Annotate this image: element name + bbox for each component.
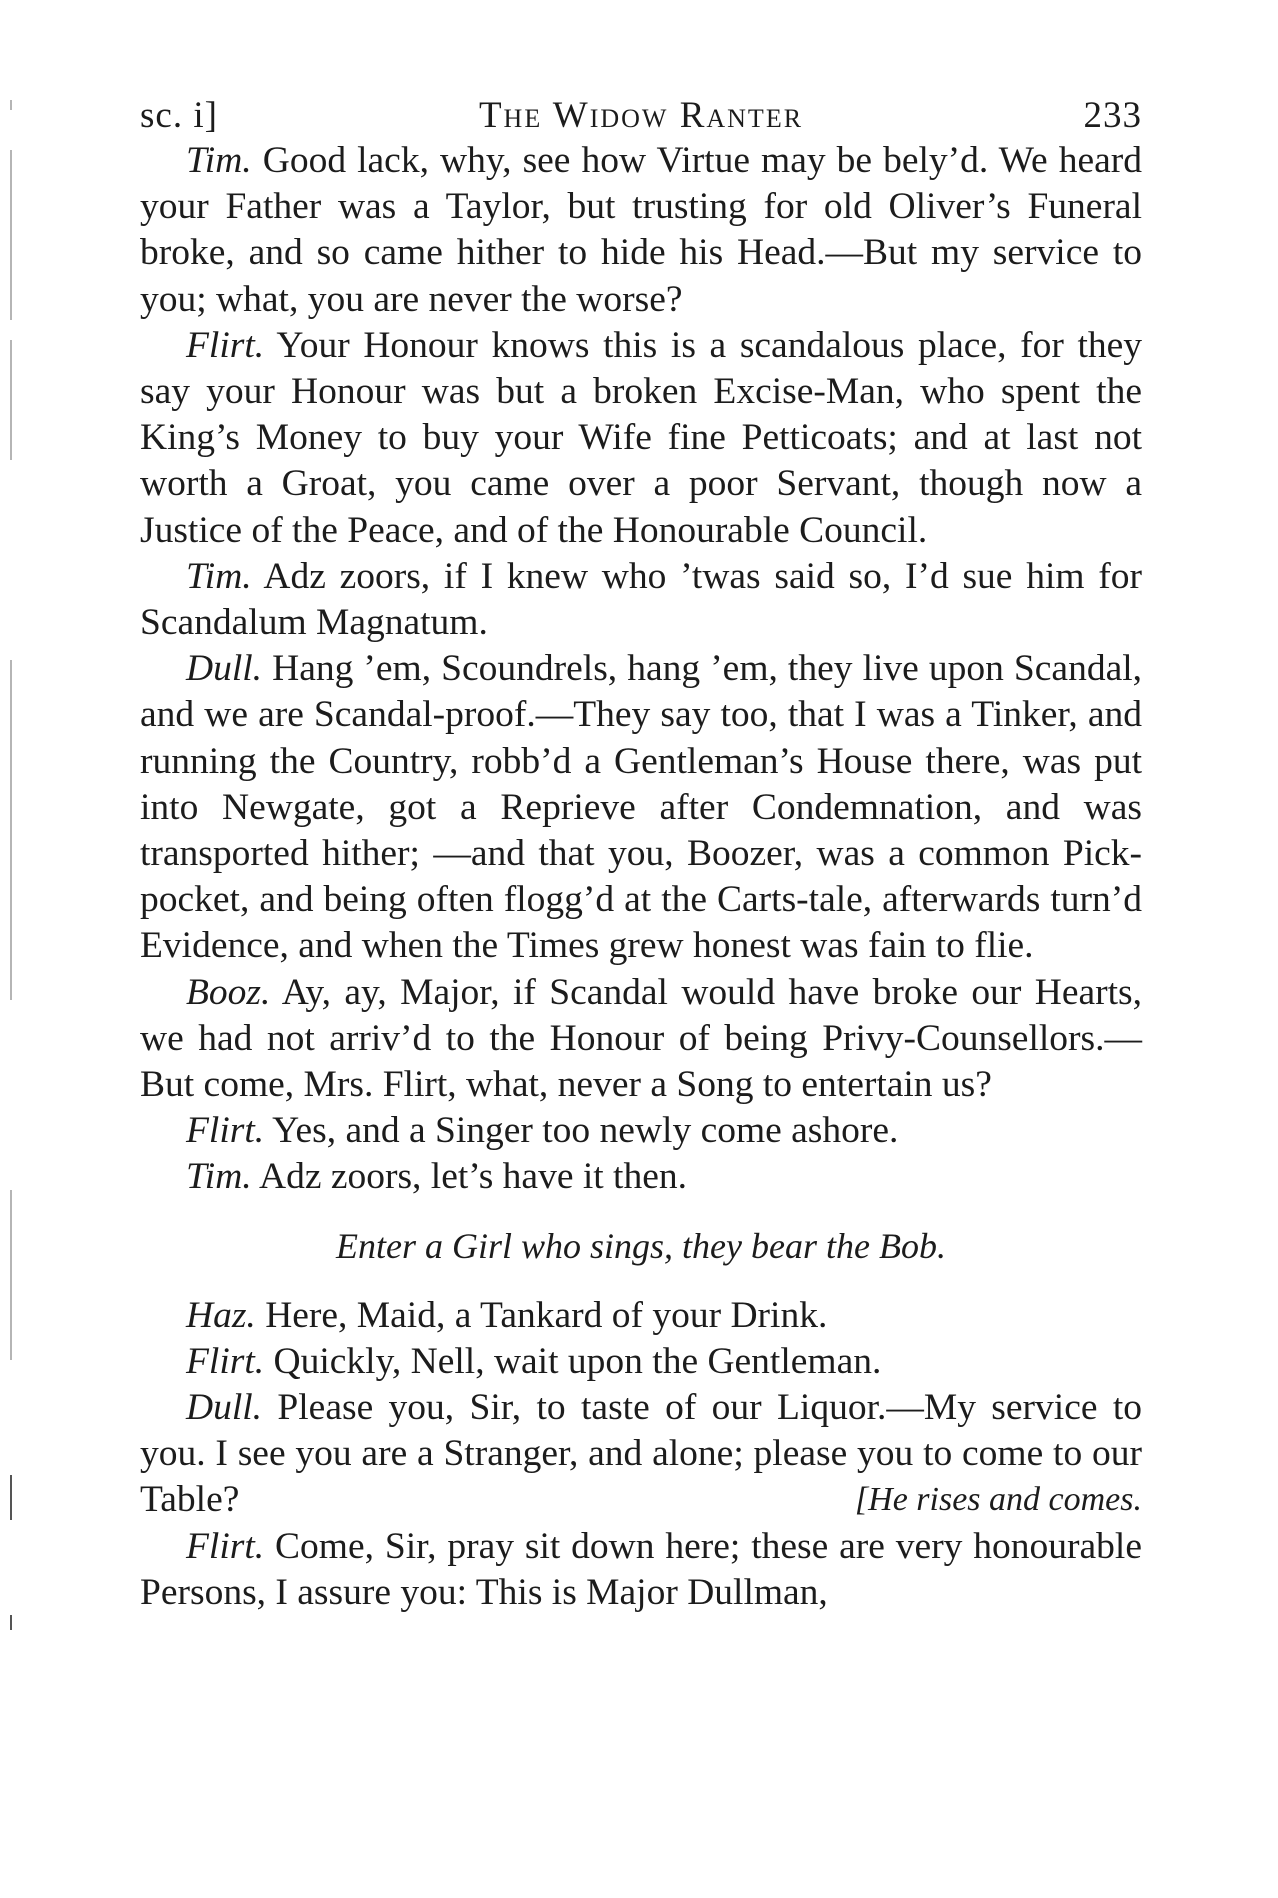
speech: [140, 1293, 1142, 1339]
speaker-name: Flirt.: [186, 1340, 265, 1382]
speaker-name: Haz.: [186, 1294, 256, 1336]
speech: [140, 646, 1142, 969]
speech: [140, 554, 1142, 646]
speaker-name: Flirt.: [186, 1110, 265, 1152]
margin-mark: [10, 340, 12, 460]
speech-text: Your Honour knows this is a scandalous place, for they say your Honour was but a broken Excise-Man, who spent the King’s Money to buy your Wife fine Petticoats; and at last not worth a Groat, you came over a poor Servant, though now a Justice of the Peace, and of the Honourable Council.: [140, 324, 1143, 551]
speech: [140, 1339, 1142, 1385]
margin-mark: [10, 150, 12, 320]
stage-direction: Enter a Girl who sings, they bear the Bob.: [336, 1225, 946, 1266]
margin-mark: [10, 1615, 12, 1630]
speech: [140, 1154, 1142, 1200]
speech: [140, 138, 1142, 323]
running-head: [140, 80, 1142, 138]
speech-text: Please you, Sir, to taste of our Liquor.—My service to you. I see you are a Stranger, and alone; please you to come to our Table?: [140, 1387, 1143, 1521]
section-marker: sc. i]: [140, 95, 218, 136]
page-number: 233: [1083, 95, 1142, 136]
speech-text: Yes, and a Singer too newly come ashore.: [272, 1110, 899, 1152]
speaker-name: Tim.: [186, 555, 252, 597]
speech-text: Ay, ay, Major, if Scandal would have broke our Hearts, we had not arriv’d to the Honour of being Privy-Counsellors.—But come, Mrs. Flirt, what, never a Song to entertain us?: [140, 971, 1142, 1106]
speech: [140, 970, 1142, 1109]
speaker-name: Flirt.: [186, 324, 265, 366]
speaker-name: Tim.: [186, 140, 252, 181]
speech: [140, 1108, 1142, 1154]
speaker-name: Flirt.: [186, 1525, 265, 1567]
speech-text: Adz zoors, if I knew who ’twas said so, I’d sue him for Scandalum Magnatum.: [140, 555, 1142, 644]
speech: [140, 1385, 1142, 1524]
speaker-name: Booz.: [186, 971, 271, 1013]
margin-mark: [10, 1190, 12, 1360]
speaker-name: Tim.: [186, 1156, 252, 1198]
speech: [140, 323, 1142, 554]
speech-text: Quickly, Nell, wait upon the Gentleman.: [273, 1340, 882, 1382]
book-page: [140, 80, 1142, 1616]
speaker-name: Dull.: [186, 648, 263, 690]
speech-text: Good lack, why, see how Virtue may be bely’d. We heard your Father was a Taylor, but trusting for old Oliver’s Funeral broke, and so came hither to hide his Head.—But my service to you; what, you are never the worse?: [140, 140, 1143, 320]
left-margin-show-through: [0, 0, 30, 1898]
inline-stage-direction: [He rises and comes.: [854, 1481, 1142, 1519]
margin-mark: [10, 100, 12, 110]
speech-text: Adz zoors, let’s have it then.: [258, 1156, 687, 1198]
margin-mark: [10, 1475, 12, 1520]
speech: [140, 1524, 1142, 1616]
speech-text: Come, Sir, pray sit down here; these are very honourable Persons, I assure you: This is Major Dullman,: [140, 1525, 1142, 1613]
speech-text: Here, Maid, a Tankard of your Drink.: [265, 1294, 828, 1336]
margin-mark: [10, 660, 12, 1000]
speech-text: Hang ’em, Scoundrels, hang ’em, they live upon Scandal, and we are Scandal-proof.—They say too, that I was a Tinker, and running the Country, robb’d a Gentleman’s House there, was put into Newgate, got a Reprieve after Condemnation, and was transported hither; —and that you, Boozer, was a common Pick-pocket, and being often flogg’d at the Carts-tale, afterwards turn’d Evidence, and when the Times grew honest was fain to flie.: [140, 648, 1143, 967]
running-title: The Widow Ranter: [478, 95, 804, 136]
speaker-name: Dull.: [186, 1387, 263, 1429]
